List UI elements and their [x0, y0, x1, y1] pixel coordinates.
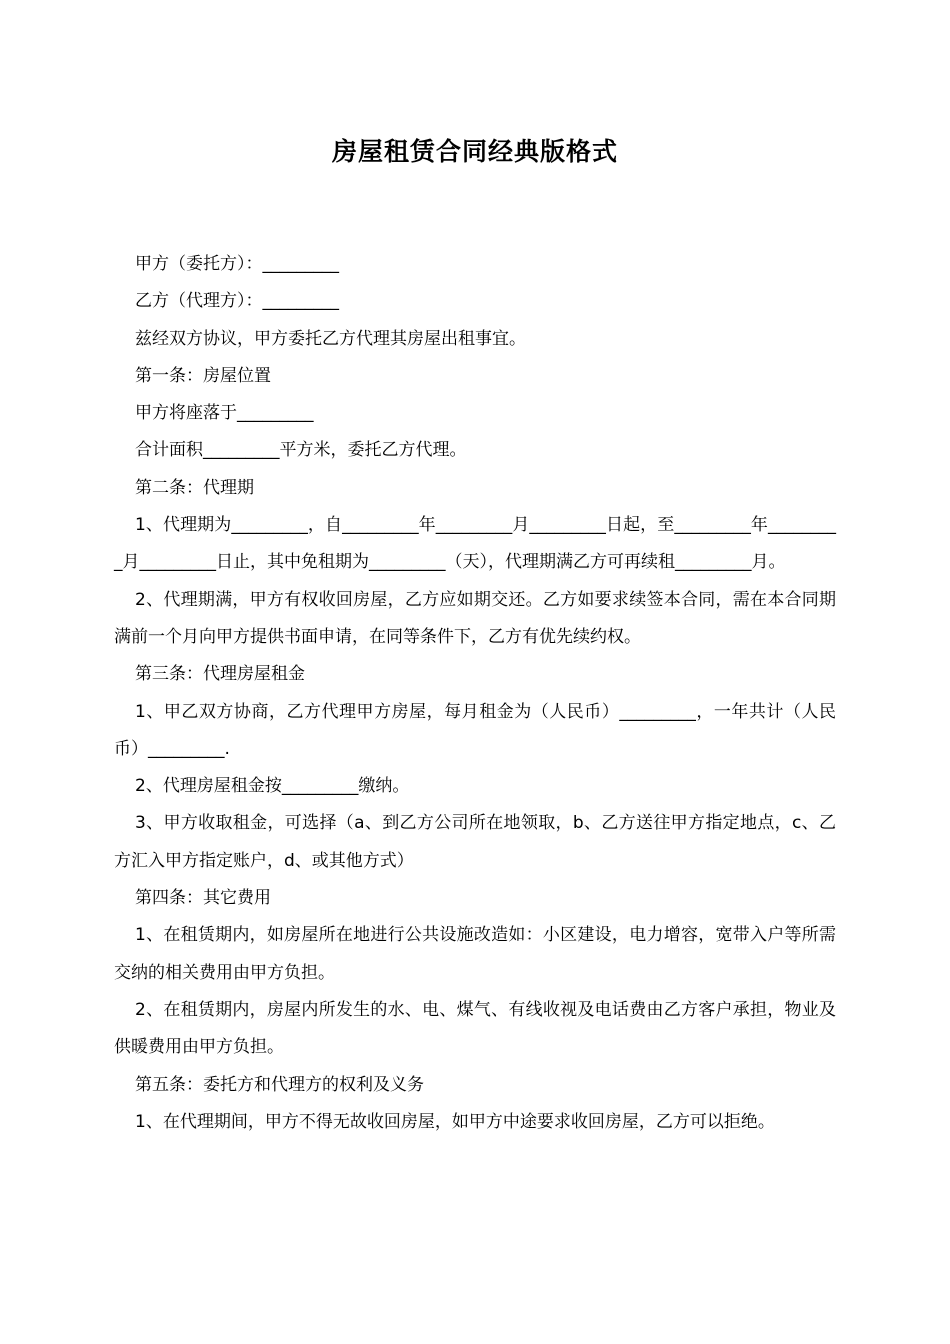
- article-3-clause-1: 1、甲乙双方协商，乙方代理甲方房屋，每月租金为（人民币）_________，一年共计（人民币）_________.: [114, 701, 836, 759]
- article-4-clause-2: 2、在租赁期内，房屋内所发生的水、电、煤气、有线收视及电话费由乙方客户承担，物业及供暖费用由甲方负担。: [114, 999, 836, 1058]
- article-2-clause-2: 2、代理期满，甲方有权收回房屋，乙方应如期交还。乙方如要求续签本合同，需在本合同期满前一个月向甲方提供书面申请，在同等条件下，乙方有优先续约权。: [114, 589, 836, 647]
- property-location-line: 甲方将座落于_________: [135, 403, 314, 424]
- agreement-intro: 兹经双方协议，甲方委托乙方代理其房屋出租事宜。: [135, 328, 526, 349]
- article-2-clause-1: 1、代理期为_________，自_________年_________月_________日起，至_________年_________月_________日止，其中免租期为_________（天），代理期满乙方可再续租_________月。: [114, 515, 836, 573]
- article-5-clause-1: 1、在代理期间，甲方不得无故收回房屋，如甲方中途要求收回房屋，乙方可以拒绝。: [135, 1111, 775, 1132]
- article-1-heading: 第一条：房屋位置: [135, 365, 271, 386]
- article-2-heading: 第二条：代理期: [135, 477, 254, 498]
- document-title: 房屋租赁合同经典版格式: [331, 137, 618, 166]
- article-3-clause-2: 2、代理房屋租金按_________缴纳。: [135, 776, 410, 797]
- party-a-line: 甲方（委托方）：_________: [135, 254, 339, 274]
- article-3-heading: 第三条：代理房屋租金: [135, 664, 305, 685]
- property-area-line: 合计面积_________平方米，委托乙方代理。: [135, 440, 467, 461]
- article-3-clause-3: 3、甲方收取租金，可选择（a、到乙方公司所在地领取，b、乙方送往甲方指定地点，c、乙方汇入甲方指定账户，d、或其他方式）: [114, 813, 836, 871]
- party-b-line: 乙方（代理方）：_________: [135, 291, 339, 312]
- article-5-heading: 第五条：委托方和代理方的权利及义务: [135, 1074, 424, 1095]
- document-body: [114, 246, 836, 1141]
- article-4-clause-1: 1、在租赁期内，如房屋所在地进行公共设施改造如：小区建设，电力增容，宽带入户等所需交纳的相关费用由甲方负担。: [114, 925, 836, 983]
- article-4-heading: 第四条：其它费用: [135, 888, 271, 909]
